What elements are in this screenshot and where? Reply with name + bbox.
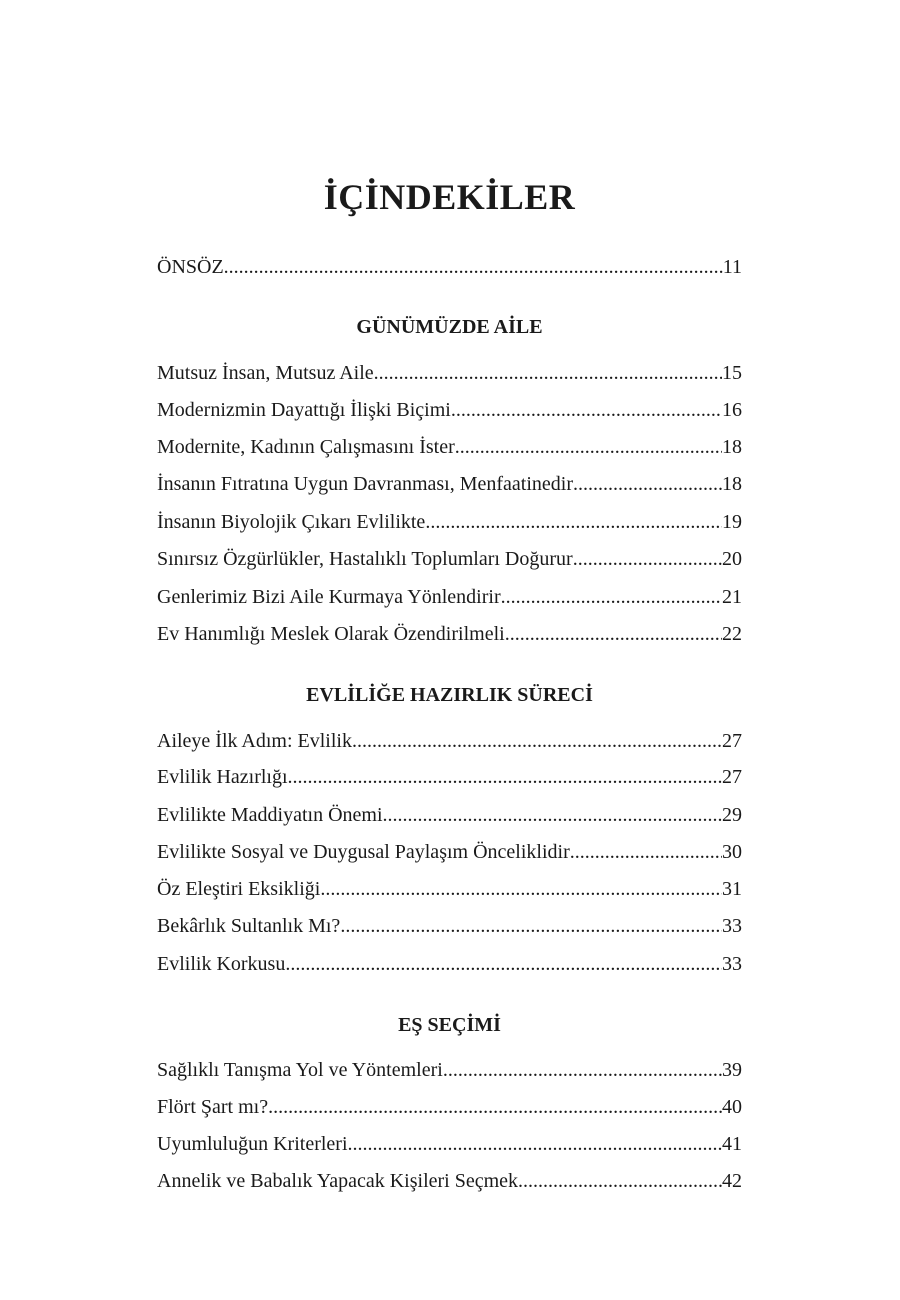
dot-leader <box>505 619 722 649</box>
toc-entry <box>157 469 742 499</box>
toc-entry-preface <box>157 252 742 282</box>
toc-entry <box>157 544 742 574</box>
dot-leader <box>451 395 722 425</box>
toc-entry-page: 16 <box>722 399 742 421</box>
dot-leader <box>443 1055 722 1085</box>
toc-entry-page: 15 <box>722 362 742 384</box>
toc-entry-page: 41 <box>722 1133 742 1155</box>
toc-entry-label: Genlerimiz Bizi Aile Kurmaya Yönlendirir <box>157 586 501 608</box>
toc-entry-page: 18 <box>722 436 742 458</box>
toc-entry-page: 42 <box>722 1170 742 1192</box>
toc-entry-label: Sağlıklı Tanışma Yol ve Yöntemleri <box>157 1059 443 1081</box>
toc-entry-label: Modernizmin Dayattığı İlişki Biçimi <box>157 399 451 421</box>
toc-entry-page: 33 <box>722 915 742 937</box>
toc-entry <box>157 358 742 388</box>
toc-entry <box>157 800 742 830</box>
dot-leader <box>570 837 722 867</box>
dot-leader <box>383 800 722 830</box>
toc-entry-page: 29 <box>722 804 742 826</box>
toc-entry-label: Modernite, Kadının Çalışmasını İster <box>157 436 455 458</box>
dot-leader <box>425 507 722 537</box>
dot-leader <box>573 469 722 499</box>
toc-entry-label: Uyumluluğun Kriterleri <box>157 1133 348 1155</box>
toc-entry <box>157 432 742 462</box>
toc-entry-label: Bekârlık Sultanlık Mı? <box>157 915 341 937</box>
toc-entry-page: 33 <box>722 953 742 975</box>
dot-leader <box>224 252 723 282</box>
toc-entry-page: 39 <box>722 1059 742 1081</box>
page-title: İÇİNDEKİLER <box>323 177 576 217</box>
dot-leader <box>285 949 722 979</box>
toc-entry <box>157 911 742 941</box>
toc-entry-page: 30 <box>722 841 742 863</box>
toc-entry-page: 21 <box>722 586 742 608</box>
toc-entry <box>157 1092 742 1122</box>
section-heading: EVLİLİĞE HAZIRLIK SÜRECİ <box>306 684 593 706</box>
dot-leader <box>320 874 722 904</box>
toc-entry <box>157 762 742 792</box>
dot-leader <box>288 762 722 792</box>
toc-entry-label: ÖNSÖZ <box>157 256 224 278</box>
toc-entry-page: 19 <box>722 511 742 533</box>
dot-leader <box>374 358 722 388</box>
toc-entry-page: 27 <box>722 766 742 788</box>
dot-leader <box>268 1092 722 1122</box>
toc-entry-label: Öz Eleştiri Eksikliği <box>157 878 321 900</box>
toc-entry-label: Evlilikte Sosyal ve Duygusal Paylaşım Önceliklidir <box>157 841 570 863</box>
toc-entry-label: Evlilik Korkusu <box>157 953 286 975</box>
toc-entry-label: Evlilikte Maddiyatın Önemi <box>157 804 383 826</box>
toc-entry <box>157 726 742 756</box>
dot-leader <box>455 432 722 462</box>
toc-entry-page: 31 <box>722 878 742 900</box>
dot-leader <box>352 726 722 756</box>
toc-entry-label: Sınırsız Özgürlükler, Hastalıklı Toplumları Doğurur <box>157 548 573 570</box>
toc-entry <box>157 1055 742 1085</box>
toc-entry-label: Evlilik Hazırlığı <box>157 766 288 788</box>
toc-entry <box>157 949 742 979</box>
dot-leader <box>518 1166 722 1196</box>
toc-entry-label: İnsanın Biyolojik Çıkarı Evlilikte <box>157 511 426 533</box>
toc-entry <box>157 507 742 537</box>
dot-leader <box>348 1129 722 1159</box>
toc-entry-label: Ev Hanımlığı Meslek Olarak Özendirilmeli <box>157 623 505 645</box>
toc-entry <box>157 395 742 425</box>
toc-entry <box>157 874 742 904</box>
toc-entry-page: 22 <box>722 623 742 645</box>
toc-entry-page: 11 <box>722 256 742 278</box>
toc-entry-page: 20 <box>722 548 742 570</box>
toc-entry-label: Aileye İlk Adım: Evlilik <box>157 730 352 752</box>
toc-entry <box>157 619 742 649</box>
toc-entry-label: Flört Şart mı? <box>157 1096 269 1118</box>
toc-entry <box>157 582 742 612</box>
toc-entry-label: Annelik ve Babalık Yapacak Kişileri Seçmek <box>157 1170 519 1192</box>
toc-entry-page: 18 <box>722 473 742 495</box>
toc-entry-page: 27 <box>722 730 742 752</box>
dot-leader <box>573 544 722 574</box>
toc-entry <box>157 1166 742 1196</box>
section-heading: EŞ SEÇİMİ <box>398 1014 501 1036</box>
toc-entry <box>157 1129 742 1159</box>
toc-entry-label: Mutsuz İnsan, Mutsuz Aile <box>157 362 374 384</box>
toc-entry-page: 40 <box>722 1096 742 1118</box>
dot-leader <box>340 911 722 941</box>
toc-entry-label: İnsanın Fıtratına Uygun Davranması, Menfaatinedir <box>157 473 573 495</box>
section-heading: GÜNÜMÜZDE AİLE <box>356 316 543 338</box>
toc-entry <box>157 837 742 867</box>
dot-leader <box>501 582 722 612</box>
